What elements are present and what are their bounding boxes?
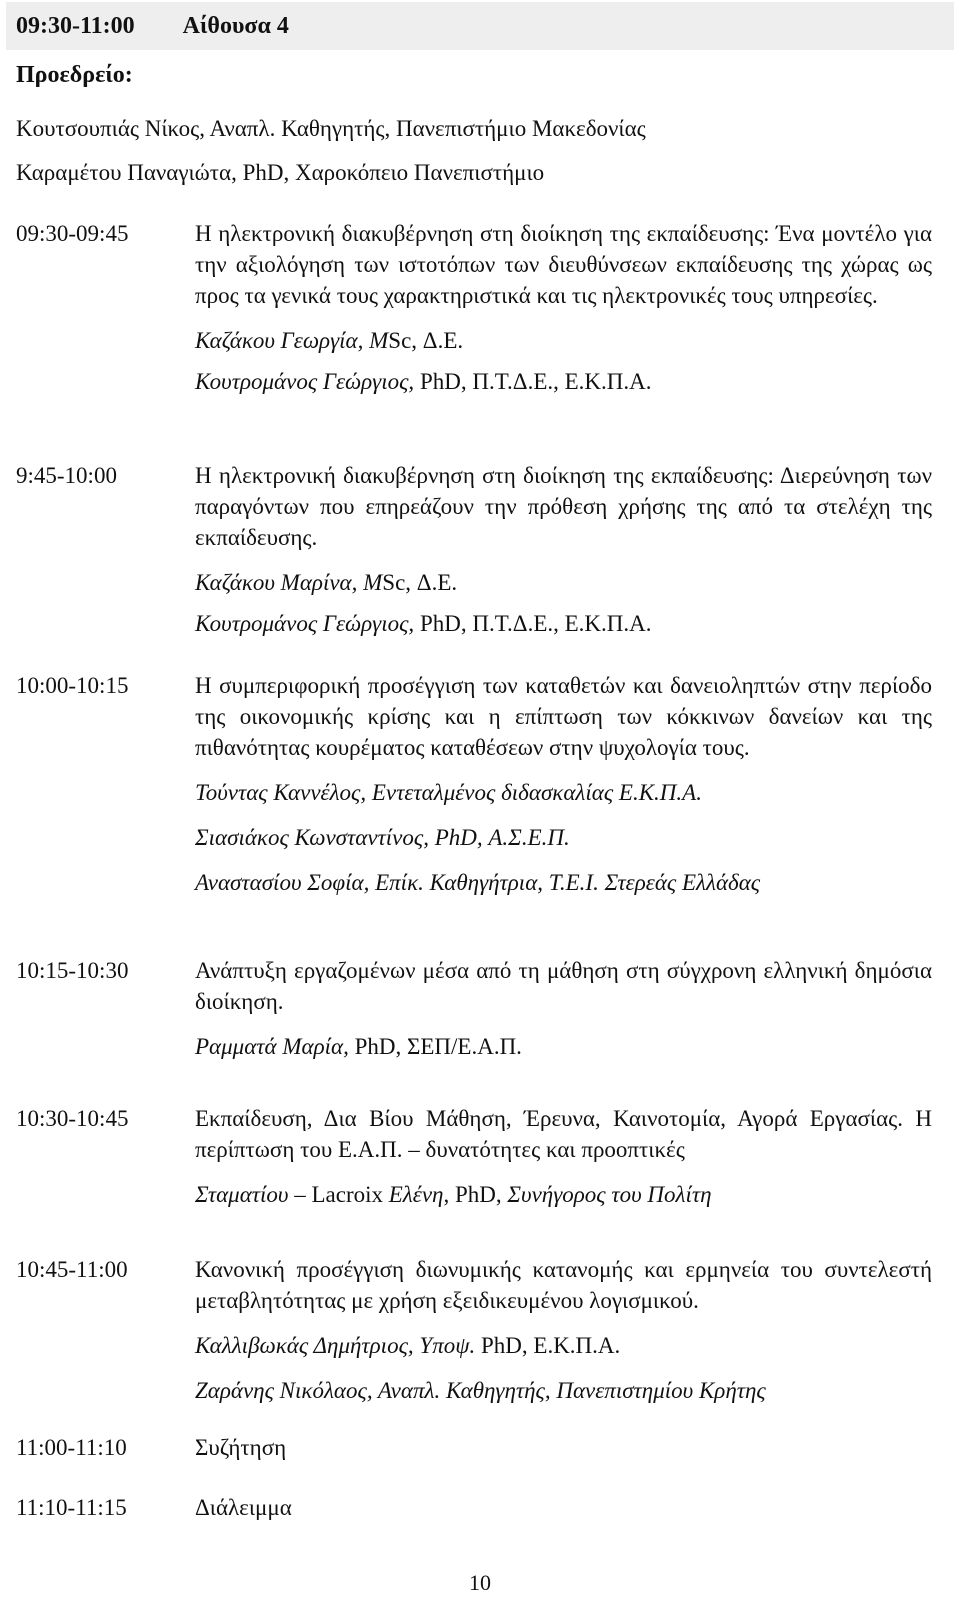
entry-author: Σιασιάκος Κωνσταντίνος, PhD, Α.Σ.Ε.Π. xyxy=(195,825,570,850)
entry-author: Αναστασίου Σοφία, Επίκ. Καθηγήτρια, Τ.Ε.Ι. Στερεάς Ελλάδας xyxy=(195,870,761,895)
entry-title: Η ηλεκτρονική διακυβέρνηση στη διοίκηση της εκπαίδευσης: Διερεύνηση των παραγόντων που επηρεάζουν την πρόθεση χρήσης της από τα στελέχη της εκπαίδευσης. xyxy=(195,463,932,550)
entry-author: Καζάκου Γεωργία, MSc, Δ.Ε. xyxy=(195,328,464,353)
page-number: 10 xyxy=(469,1570,491,1595)
session-header xyxy=(6,2,954,50)
entry-time: 11:10-11:15 xyxy=(16,1495,127,1520)
entry-title: Διάλειμμα xyxy=(195,1495,292,1520)
entry-title: Κανονική προσέγγιση διωνυμικής κατανομής και ερμηνεία του συντελεστή μεταβλητότητας με χρήση εξειδικευμένου λογισμικού. xyxy=(195,1257,932,1313)
entry-title: Η συμπεριφορική προσέγγιση των καταθετών και δανειοληπτών στην περίοδο της οικονομικής κρίσης και η επίπτωση των κόκκινων δανείων και της πιθανότητας κουρέματος καταθέσεων στην ψυχολογία τους. xyxy=(195,673,932,760)
session-time: 09:30-11:00 xyxy=(16,12,135,39)
entry-time: 10:00-10:15 xyxy=(16,673,129,698)
entry-time: 9:45-10:00 xyxy=(16,463,117,488)
entry-title: Συζήτηση xyxy=(195,1435,287,1460)
entry-author: Κουτρομάνος Γεώργιος, PhD, Π.Τ.Δ.Ε., Ε.Κ.Π.Α. xyxy=(195,611,652,636)
chair-person: Κουτσουπιάς Νίκος, Αναπλ. Καθηγητής, Πανεπιστήμιο Μακεδονίας xyxy=(16,116,646,141)
entry-title: Εκπαίδευση, Δια Βίου Μάθηση, Έρευνα, Καινοτομία, Αγορά Εργασίας. Η περίπτωση του Ε.Α.Π. – δυνατότητες και προοπτικές xyxy=(195,1106,932,1162)
chairs-heading: Προεδρείο: xyxy=(16,62,133,88)
entry-author: Ζαράνης Νικόλαος, Αναπλ. Καθηγητής, Πανεπιστημίου Κρήτης xyxy=(195,1378,766,1403)
entry-time: 09:30-09:45 xyxy=(16,221,129,246)
entry-time: 10:30-10:45 xyxy=(16,1106,129,1131)
entry-title: Η ηλεκτρονική διακυβέρνηση στη διοίκηση της εκπαίδευσης: Ένα μοντέλο για την αξιολόγηση των ιστοτόπων των διευθύνσεων εκπαίδευσης της χώρας ως προς τα γενικά τους χαρακτηριστικά και τις ηλεκτρονικές τους υπηρεσίες. xyxy=(195,221,932,308)
entry-title: Ανάπτυξη εργαζομένων μέσα από τη μάθηση στη σύγχρονη ελληνική δημόσια διοίκηση. xyxy=(195,958,932,1014)
entry-author: Κουτρομάνος Γεώργιος, PhD, Π.Τ.Δ.Ε., Ε.Κ.Π.Α. xyxy=(195,369,652,394)
entry-time: 10:15-10:30 xyxy=(16,958,129,983)
entry-author: Καζάκου Μαρίνα, MSc, Δ.Ε. xyxy=(195,570,458,595)
entry-author: Καλλιβωκάς Δημήτριος, Υποψ. PhD, Ε.Κ.Π.Α. xyxy=(195,1333,621,1358)
entry-author: Τούντας Καννέλος, Εντεταλμένος διδασκαλίας Ε.Κ.Π.Α. xyxy=(195,780,702,805)
session-room: Αίθουσα 4 xyxy=(182,12,289,39)
entry-author: Σταματίου – Lacroix Ελένη, PhD, Συνήγορος του Πολίτη xyxy=(195,1182,712,1207)
entry-time: 10:45-11:00 xyxy=(16,1257,128,1282)
entry-author: Ραμματά Μαρία, PhD, ΣΕΠ/Ε.Α.Π. xyxy=(195,1034,522,1059)
entry-time: 11:00-11:10 xyxy=(16,1435,127,1460)
chair-person: Καραμέτου Παναγιώτα, PhD, Χαροκόπειο Πανεπιστήμιο xyxy=(16,160,545,185)
